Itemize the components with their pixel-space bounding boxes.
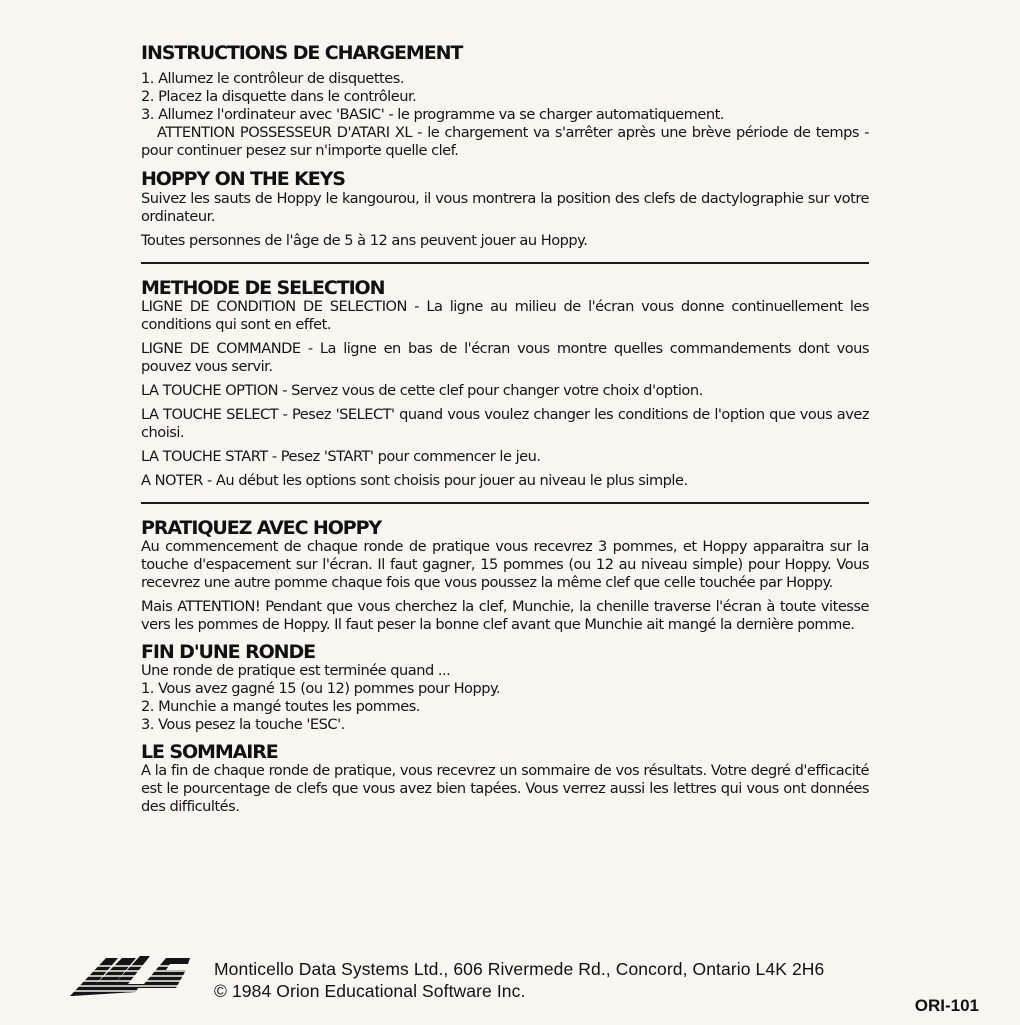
practice-section [141,518,869,634]
end-round-section [141,642,869,734]
instructions-content [141,42,869,816]
summary-section [141,742,869,816]
loading-title: INSTRUCTIONS DE CHARGEMENT [141,42,463,64]
practice-paragraph: Mais ATTENTION! Pendant que vous cherchez la clef, Munchie, la chenille traverse l'écran à toute vitesse vers les pommes de Hoppy. Il faut peser la bonne clef avant que Munchie ait mangé la dernière pomme. [141,598,869,633]
selection-section [141,278,869,490]
publisher-info [214,958,824,1002]
summary-paragraph: A la fin de chaque ronde de pratique, vous recevrez un sommaire de vos résultats. Votre degré d'efficacité est le pourcentage de clefs que vous avez bien tapées. Vous verrez aussi les lettres qui vous ont données des difficultés. [141,762,869,815]
loading-section [141,42,869,160]
summary-title: LE SOMMAIRE [141,741,278,763]
end-round-step: 2. Munchie a mangé toutes les pommes. [141,698,420,715]
end-round-intro: Une ronde de pratique est terminée quand ... [141,662,451,679]
mds-logo-icon [66,944,196,998]
loading-step: 3. Allumez l'ordinateur avec 'BASIC' - le programme va se charger automatiquement. [141,106,724,123]
end-round-step: 3. Vous pesez la touche 'ESC'. [141,716,345,733]
company-address: Monticello Data Systems Ltd., 606 Rivermede Rd., Concord, Ontario L4K 2H6 [214,959,825,979]
hoppy-paragraph: Toutes personnes de l'âge de 5 à 12 ans peuvent jouer au Hoppy. [141,232,588,249]
hoppy-section [141,168,869,250]
hoppy-title: HOPPY ON THE KEYS [141,168,345,190]
hoppy-paragraph: Suivez les sauts de Hoppy le kangourou, il vous montrera la position des clefs de dactylographie sur votre ordinateur. [141,190,869,225]
selection-title: METHODE DE SELECTION [141,277,385,299]
selection-paragraph: LIGNE DE CONDITION DE SELECTION - La ligne au milieu de l'écran vous donne continuellement les conditions qui sont en effet. [141,298,869,333]
end-round-title: FIN D'UNE RONDE [141,641,316,663]
end-round-step: 1. Vous avez gagné 15 (ou 12) pommes pour Hoppy. [141,680,501,697]
loading-step: 1. Allumez le contrôleur de disquettes. [141,70,404,87]
atari-xl-note: ATTENTION POSSESSEUR D'ATARI XL - le chargement va s'arrêter après une brève période de temps - pour continuer pesez sur n'importe quelle clef. [141,124,869,159]
selection-paragraph: LA TOUCHE SELECT - Pesez 'SELECT' quand vous voulez changer les conditions de l'option que vous avez choisi. [141,406,869,441]
loading-steps [141,70,869,124]
practice-paragraph: Au commencement de chaque ronde de pratique vous recevrez 3 pommes, et Hoppy apparaitra sur la touche d'espacement sur l'écran. Il faut gagner, 15 pommes (ou 12 au niveau simple) pour Hoppy. Vous recevrez une autre pomme chaque fois que vous poussez la même clef que celle touchée par Hoppy. [141,538,869,591]
loading-step: 2. Placez la disquette dans le contrôleur. [141,88,417,105]
product-code: ORI-101 [914,996,979,1015]
selection-paragraph: LA TOUCHE OPTION - Servez vous de cette clef pour changer votre choix d'option. [141,382,703,399]
practice-title: PRATIQUEZ AVEC HOPPY [141,517,382,539]
copyright: © 1984 Orion Educational Software Inc. [214,981,526,1001]
selection-paragraph: A NOTER - Au début les options sont choisis pour jouer au niveau le plus simple. [141,472,688,489]
end-round-steps [141,680,869,734]
footer [0,940,1020,1025]
selection-paragraph: LIGNE DE COMMANDE - La ligne en bas de l'écran vous montre quelles commandements dont vous pouvez vous servir. [141,340,869,375]
selection-paragraph: LA TOUCHE START - Pesez 'START' pour commencer le jeu. [141,448,541,465]
